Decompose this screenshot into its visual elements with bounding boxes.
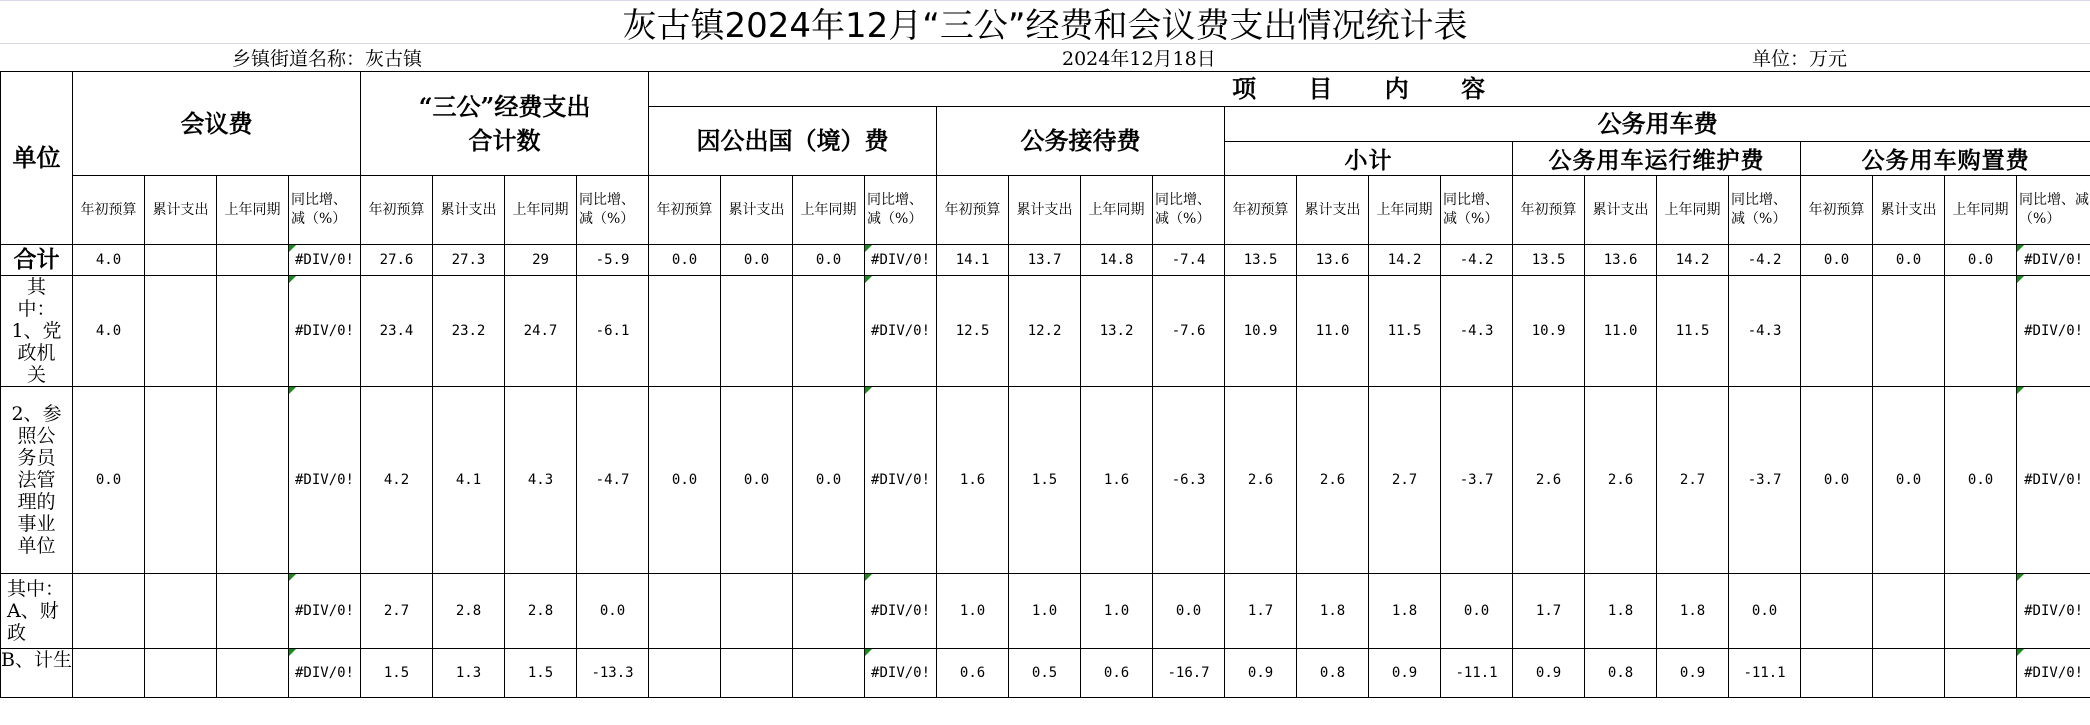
cell-reception-cumulative: 1.0	[1009, 574, 1081, 649]
row-label: 其中：A、财政	[1, 574, 73, 649]
cell-abroad-last-year	[793, 649, 865, 698]
reception-fee-header: 公务接待费	[937, 107, 1225, 176]
cell-sangong-cumulative: 23.2	[433, 276, 505, 387]
cell-reception-budget: 1.6	[937, 387, 1009, 574]
cell-abroad-cumulative: 0.0	[721, 387, 793, 574]
cell-purchase-cumulative	[1873, 574, 1945, 649]
table-row-finance	[1, 574, 2090, 649]
cell-operation-last-year: 14.2	[1657, 245, 1729, 276]
cell-purchase-cumulative	[1873, 276, 1945, 387]
cell-reception-yoy: -6.3	[1153, 387, 1225, 574]
vehicle-purchase-header: 公务用车购置费	[1801, 142, 2090, 176]
meeting-fee-header: 会议费	[73, 72, 361, 176]
cell-subtotal-yoy: -11.1	[1441, 649, 1513, 698]
cell-purchase-budget: 0.0	[1801, 245, 1873, 276]
cell-subtotal-last-year: 2.7	[1369, 387, 1441, 574]
subheader-operation-cumulative: 累计支出	[1585, 176, 1657, 245]
cell-subtotal-cumulative: 1.8	[1297, 574, 1369, 649]
cell-abroad-cumulative	[721, 574, 793, 649]
cell-purchase-cumulative	[1873, 649, 1945, 698]
cell-sangong-last-year: 1.5	[505, 649, 577, 698]
statistics-table	[0, 71, 2090, 698]
cell-purchase-cumulative: 0.0	[1873, 245, 1945, 276]
cell-subtotal-budget: 2.6	[1225, 387, 1297, 574]
subheader-meeting-budget: 年初预算	[73, 176, 145, 245]
cell-sangong-cumulative: 4.1	[433, 387, 505, 574]
cell-purchase-yoy: #DIV/0!	[2017, 276, 2090, 387]
cell-sangong-cumulative: 27.3	[433, 245, 505, 276]
subheader-purchase-cumulative: 累计支出	[1873, 176, 1945, 245]
cell-meeting-last-year	[217, 387, 289, 574]
subheader-meeting-yoy: 同比增、减（%）	[289, 176, 361, 245]
subheader-subtotal-last-year: 上年同期	[1369, 176, 1441, 245]
cell-sangong-budget: 1.5	[361, 649, 433, 698]
report-title: 灰古镇2024年12月“三公”经费和会议费支出情况统计表	[0, 0, 2090, 44]
subheader-abroad-budget: 年初预算	[649, 176, 721, 245]
cell-reception-cumulative: 12.2	[1009, 276, 1081, 387]
cell-subtotal-yoy: 0.0	[1441, 574, 1513, 649]
subheader-operation-yoy: 同比增、减（%）	[1729, 176, 1801, 245]
cell-purchase-last-year	[1945, 276, 2017, 387]
cell-subtotal-last-year: 1.8	[1369, 574, 1441, 649]
cell-meeting-cumulative	[145, 649, 217, 698]
cell-operation-budget: 2.6	[1513, 387, 1585, 574]
cell-sangong-last-year: 24.7	[505, 276, 577, 387]
cell-operation-last-year: 1.8	[1657, 574, 1729, 649]
cell-subtotal-yoy: -3.7	[1441, 387, 1513, 574]
sangong-header-line2: 合计数	[468, 125, 541, 155]
cell-meeting-budget: 4.0	[73, 276, 145, 387]
cell-reception-budget: 14.1	[937, 245, 1009, 276]
cell-purchase-yoy: #DIV/0!	[2017, 574, 2090, 649]
unit-column-header: 单位	[1, 72, 73, 245]
cell-meeting-yoy: #DIV/0!	[289, 387, 361, 574]
subheader-meeting-cumulative: 累计支出	[145, 176, 217, 245]
cell-operation-budget: 0.9	[1513, 649, 1585, 698]
cell-purchase-budget	[1801, 649, 1873, 698]
cell-subtotal-cumulative: 0.8	[1297, 649, 1369, 698]
vehicle-subtotal-header: 小计	[1225, 142, 1513, 176]
subheader-abroad-last-year: 上年同期	[793, 176, 865, 245]
cell-meeting-cumulative	[145, 387, 217, 574]
cell-operation-yoy: -4.2	[1729, 245, 1801, 276]
cell-meeting-yoy: #DIV/0!	[289, 276, 361, 387]
cell-reception-cumulative: 13.7	[1009, 245, 1081, 276]
cell-meeting-budget: 4.0	[73, 245, 145, 276]
cell-operation-cumulative: 13.6	[1585, 245, 1657, 276]
cell-operation-yoy: -4.3	[1729, 276, 1801, 387]
cell-abroad-last-year	[793, 276, 865, 387]
cell-reception-last-year: 0.6	[1081, 649, 1153, 698]
cell-reception-budget: 12.5	[937, 276, 1009, 387]
cell-subtotal-budget: 1.7	[1225, 574, 1297, 649]
cell-operation-cumulative: 0.8	[1585, 649, 1657, 698]
cell-meeting-budget	[73, 649, 145, 698]
cell-sangong-yoy: -13.3	[577, 649, 649, 698]
cell-subtotal-cumulative: 11.0	[1297, 276, 1369, 387]
table-header	[1, 72, 2090, 245]
cell-purchase-yoy: #DIV/0!	[2017, 387, 2090, 574]
subheader-abroad-yoy: 同比增、减（%）	[865, 176, 937, 245]
cell-sangong-budget: 2.7	[361, 574, 433, 649]
cell-sangong-yoy: 0.0	[577, 574, 649, 649]
cell-subtotal-budget: 0.9	[1225, 649, 1297, 698]
cell-meeting-yoy: #DIV/0!	[289, 649, 361, 698]
cell-abroad-cumulative	[721, 276, 793, 387]
cell-meeting-last-year	[217, 649, 289, 698]
subheader-abroad-cumulative: 累计支出	[721, 176, 793, 245]
subheader-reception-last-year: 上年同期	[1081, 176, 1153, 245]
cell-reception-last-year: 13.2	[1081, 276, 1153, 387]
cell-abroad-yoy: #DIV/0!	[865, 387, 937, 574]
cell-meeting-last-year	[217, 574, 289, 649]
table-row-civil-service-units	[1, 387, 2090, 574]
table-row-family-planning	[1, 649, 2090, 698]
sangong-total-header	[361, 72, 649, 176]
cell-subtotal-budget: 13.5	[1225, 245, 1297, 276]
cell-reception-last-year: 1.0	[1081, 574, 1153, 649]
cell-subtotal-last-year: 14.2	[1369, 245, 1441, 276]
cell-meeting-yoy: #DIV/0!	[289, 574, 361, 649]
cell-abroad-yoy: #DIV/0!	[865, 245, 937, 276]
cell-meeting-budget	[73, 574, 145, 649]
cell-operation-yoy: -11.1	[1729, 649, 1801, 698]
cell-subtotal-last-year: 0.9	[1369, 649, 1441, 698]
subheader-purchase-yoy: 同比增、减（%）	[2017, 176, 2090, 245]
subheader-subtotal-cumulative: 累计支出	[1297, 176, 1369, 245]
cell-operation-cumulative: 11.0	[1585, 276, 1657, 387]
row-label: 合计	[1, 245, 73, 276]
cell-sangong-last-year: 29	[505, 245, 577, 276]
subheader-purchase-last-year: 上年同期	[1945, 176, 2017, 245]
cell-sangong-yoy: -6.1	[577, 276, 649, 387]
sangong-header-line1: “三公”经费支出	[418, 91, 591, 121]
subheader-reception-budget: 年初预算	[937, 176, 1009, 245]
cell-reception-budget: 0.6	[937, 649, 1009, 698]
cell-abroad-last-year: 0.0	[793, 245, 865, 276]
cell-reception-yoy: -7.4	[1153, 245, 1225, 276]
cell-meeting-budget: 0.0	[73, 387, 145, 574]
subheader-purchase-budget: 年初预算	[1801, 176, 1873, 245]
cell-sangong-yoy: -5.9	[577, 245, 649, 276]
cell-abroad-yoy: #DIV/0!	[865, 649, 937, 698]
cell-sangong-yoy: -4.7	[577, 387, 649, 574]
subheader-row	[1, 176, 2090, 245]
cell-sangong-last-year: 2.8	[505, 574, 577, 649]
subheader-subtotal-yoy: 同比增、减（%）	[1441, 176, 1513, 245]
cell-subtotal-last-year: 11.5	[1369, 276, 1441, 387]
cell-reception-cumulative: 1.5	[1009, 387, 1081, 574]
cell-abroad-budget	[649, 649, 721, 698]
cell-operation-last-year: 0.9	[1657, 649, 1729, 698]
subheader-sangong-last-year: 上年同期	[505, 176, 577, 245]
cell-sangong-last-year: 4.3	[505, 387, 577, 574]
cell-abroad-budget	[649, 574, 721, 649]
table-row-party-organs	[1, 276, 2090, 387]
table-body	[1, 245, 2090, 698]
row-label: 其中：1、党政机关	[1, 276, 73, 387]
cell-purchase-budget	[1801, 276, 1873, 387]
subheader-operation-last-year: 上年同期	[1657, 176, 1729, 245]
cell-abroad-budget: 0.0	[649, 245, 721, 276]
vehicle-fee-header: 公务用车费	[1225, 107, 2090, 142]
cell-sangong-budget: 23.4	[361, 276, 433, 387]
cell-abroad-cumulative	[721, 649, 793, 698]
cell-reception-last-year: 1.6	[1081, 387, 1153, 574]
cell-sangong-cumulative: 2.8	[433, 574, 505, 649]
cell-sangong-cumulative: 1.3	[433, 649, 505, 698]
cell-operation-last-year: 2.7	[1657, 387, 1729, 574]
cell-meeting-cumulative	[145, 276, 217, 387]
cell-operation-yoy: -3.7	[1729, 387, 1801, 574]
cell-subtotal-cumulative: 2.6	[1297, 387, 1369, 574]
cell-purchase-last-year	[1945, 649, 2017, 698]
cell-meeting-last-year	[217, 245, 289, 276]
abroad-fee-header: 因公出国（境）费	[649, 107, 937, 176]
cell-operation-yoy: 0.0	[1729, 574, 1801, 649]
table-row-total	[1, 245, 2090, 276]
cell-meeting-last-year	[217, 276, 289, 387]
subheader-subtotal-budget: 年初预算	[1225, 176, 1297, 245]
row-label: B、计生	[1, 649, 73, 698]
cell-operation-last-year: 11.5	[1657, 276, 1729, 387]
cell-purchase-last-year	[1945, 574, 2017, 649]
cell-reception-yoy: -7.6	[1153, 276, 1225, 387]
cell-purchase-cumulative: 0.0	[1873, 387, 1945, 574]
subheader-meeting-last-year: 上年同期	[217, 176, 289, 245]
cell-abroad-budget	[649, 276, 721, 387]
cell-purchase-budget: 0.0	[1801, 387, 1873, 574]
subheader-reception-cumulative: 累计支出	[1009, 176, 1081, 245]
cell-purchase-yoy: #DIV/0!	[2017, 649, 2090, 698]
cell-purchase-last-year: 0.0	[1945, 245, 2017, 276]
cell-abroad-yoy: #DIV/0!	[865, 574, 937, 649]
project-content-header: 项 目 内 容	[649, 72, 2090, 107]
subheader-sangong-budget: 年初预算	[361, 176, 433, 245]
subheader-reception-yoy: 同比增、减（%）	[1153, 176, 1225, 245]
cell-reception-yoy: 0.0	[1153, 574, 1225, 649]
cell-purchase-last-year: 0.0	[1945, 387, 2017, 574]
cell-abroad-last-year: 0.0	[793, 387, 865, 574]
cell-operation-cumulative: 2.6	[1585, 387, 1657, 574]
row-label: 2、参照公务员法管理的事业单位	[1, 387, 73, 574]
cell-subtotal-yoy: -4.2	[1441, 245, 1513, 276]
report-date: 2024年12月18日	[1062, 48, 1216, 70]
unit-label: 单位：万元	[1752, 48, 1848, 70]
vehicle-operation-header: 公务用车运行维护费	[1513, 142, 1801, 176]
cell-meeting-cumulative	[145, 245, 217, 276]
cell-subtotal-yoy: -4.3	[1441, 276, 1513, 387]
cell-purchase-yoy: #DIV/0!	[2017, 245, 2090, 276]
cell-reception-cumulative: 0.5	[1009, 649, 1081, 698]
cell-operation-cumulative: 1.8	[1585, 574, 1657, 649]
cell-abroad-last-year	[793, 574, 865, 649]
cell-reception-yoy: -16.7	[1153, 649, 1225, 698]
cell-reception-budget: 1.0	[937, 574, 1009, 649]
cell-subtotal-cumulative: 13.6	[1297, 245, 1369, 276]
cell-abroad-cumulative: 0.0	[721, 245, 793, 276]
cell-abroad-budget: 0.0	[649, 387, 721, 574]
subheader-operation-budget: 年初预算	[1513, 176, 1585, 245]
town-name-label: 乡镇街道名称：灰古镇	[232, 48, 423, 70]
cell-abroad-yoy: #DIV/0!	[865, 276, 937, 387]
cell-reception-last-year: 14.8	[1081, 245, 1153, 276]
subheader-sangong-yoy: 同比增、减（%）	[577, 176, 649, 245]
cell-sangong-budget: 27.6	[361, 245, 433, 276]
cell-meeting-yoy: #DIV/0!	[289, 245, 361, 276]
cell-operation-budget: 13.5	[1513, 245, 1585, 276]
cell-subtotal-budget: 10.9	[1225, 276, 1297, 387]
cell-operation-budget: 10.9	[1513, 276, 1585, 387]
subheader-sangong-cumulative: 累计支出	[433, 176, 505, 245]
cell-purchase-budget	[1801, 574, 1873, 649]
cell-meeting-cumulative	[145, 574, 217, 649]
cell-sangong-budget: 4.2	[361, 387, 433, 574]
cell-operation-budget: 1.7	[1513, 574, 1585, 649]
